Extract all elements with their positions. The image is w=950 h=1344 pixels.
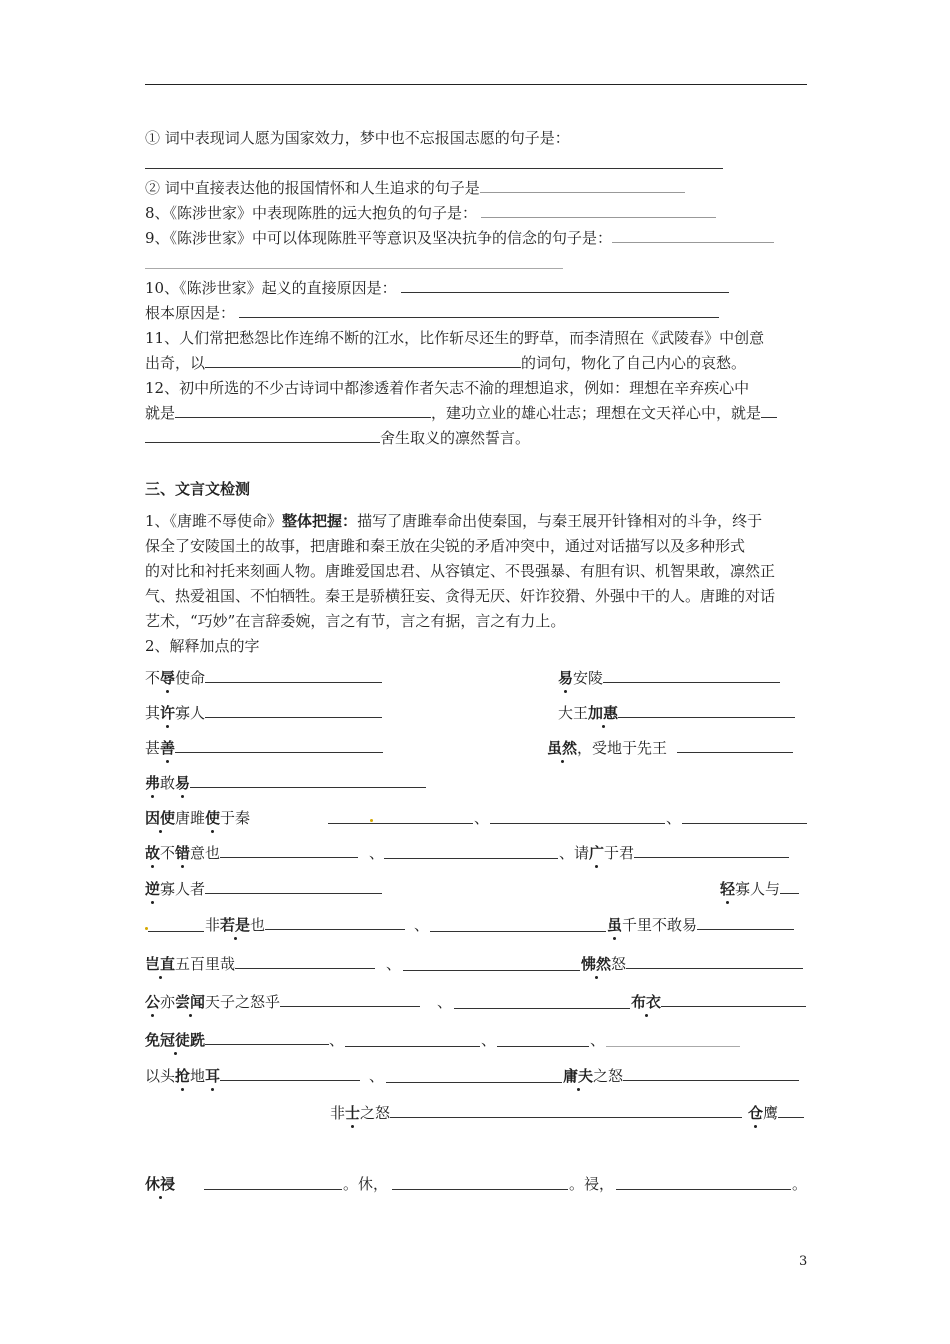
question-2-answer-line[interactable] [480, 178, 685, 193]
vocab-jin-blank[interactable] [616, 1189, 791, 1190]
section-3-heading: 三、文言文检测 [145, 480, 251, 498]
vocab-yinshi-blank-1[interactable] [328, 823, 473, 824]
overview-line-5: 艺术，“巧妙”在言辞委婉，言之有节，言之有据，言之有力上。 [145, 612, 566, 630]
vocab-yinshi-blank-3[interactable] [682, 823, 807, 824]
question-2-label: ② 词中直接表达他的报国情怀和人生追求的句子是 [145, 177, 685, 198]
question-1-answer-line[interactable] [145, 168, 723, 169]
comma-1: 、 [474, 809, 490, 827]
question-8-answer-line[interactable] [481, 203, 716, 218]
vocab-shan: 甚善 [145, 737, 383, 758]
comma-3: 、 [369, 844, 385, 862]
vocab-mianguan-blank-2[interactable] [345, 1046, 480, 1047]
vocab-er-blank[interactable] [386, 1082, 562, 1083]
vocab-shan-blank[interactable] [175, 738, 383, 753]
vocab-changwen-blank-1[interactable] [280, 992, 420, 1007]
vocab-fu-yi-blank[interactable] [190, 773, 426, 788]
vocab-sui-blank[interactable] [697, 915, 794, 930]
question-12-line-1: 12、初中所选的不少古诗词中都渗透着作者矢志不渝的理想追求，例如：理想在辛弃疾心中 [145, 379, 750, 397]
vocab-ruoshi: 非若是也 [205, 914, 405, 935]
vocab-jiahui: 大王加惠 [558, 702, 795, 723]
question-10b-label: 根本原因是： [145, 302, 719, 323]
comma-4: 、 [414, 916, 430, 934]
vocab-yinshi-blank-2[interactable] [490, 823, 665, 824]
comma-5: 、 [386, 955, 402, 973]
question-1-label: ① 词中表现词人愿为国家效力，梦中也不忘报国志愿的句子是： [145, 129, 570, 147]
vocab-ruoshi-blank-1[interactable] [265, 915, 405, 930]
comma-7: 、 [329, 1031, 345, 1049]
highlight-mark-2 [145, 927, 148, 930]
vocab-jin-label: 。祲， [569, 1175, 615, 1193]
vocab-xu: 其许寡人 [145, 702, 382, 723]
question-11-line-1: 11、人们常把愁怨比作连绵不断的江水，比作斩尽还生的野草，而李清照在《武陵春》中创意 [145, 329, 765, 347]
vocab-xiu-blank[interactable] [392, 1189, 568, 1190]
vocab-suiran-blank[interactable] [677, 738, 793, 753]
vocab-qizhi-blank-2[interactable] [403, 970, 580, 971]
vocab-changwen-blank-2[interactable] [454, 1008, 630, 1009]
vocab-xu-blank[interactable] [205, 703, 382, 718]
vocab-cangying-blank[interactable] [778, 1103, 804, 1118]
comma-9: 、 [590, 1031, 606, 1049]
vocab-sui: 虽千里不敢易 [607, 914, 794, 935]
question-12-line-2: 就是 ，建功立业的雄心壮志；理想在文天祥心中，就是 [145, 402, 777, 423]
vocab-qizhi: 岂直五百里哉 [145, 953, 375, 974]
vocab-mianguan-blank-1[interactable] [205, 1030, 329, 1045]
vocab-xiu-label: 。休， [343, 1175, 389, 1193]
highlight-mark [370, 819, 373, 822]
vocab-yongfu: 庸夫之怒 [563, 1065, 799, 1086]
vocab-qing-blank-cont[interactable] [148, 931, 204, 932]
vocab-buyi: 布衣 [631, 991, 806, 1012]
vocab-xiujin-end: 。 [792, 1175, 808, 1193]
question-10-answer-line[interactable] [401, 278, 729, 293]
vocab-changwen: 公亦尝闻天子之怒乎 [145, 991, 420, 1012]
vocab-jiahui-blank[interactable] [618, 703, 795, 718]
overview-line-3: 的对比和衬托来刻画人物。唐雎爱国忠君、从容镇定、不畏强暴、有胆有识、机智果敢，凛然正 [145, 562, 776, 580]
question-9-label: 9、《陈涉世家》中可以体现陈胜平等意识及坚决抗争的信念的句子是： [145, 227, 774, 248]
vocab-xiujin-blank-1[interactable] [204, 1189, 342, 1190]
vocab-qing-blank[interactable] [780, 879, 799, 894]
vocab-shi: 非士之怒 [330, 1102, 742, 1123]
question-11-line-2: 出奇，以 的词句，物化了自己内心的哀愁。 [145, 354, 747, 372]
vocab-cangying: 仓鹰 [748, 1102, 804, 1123]
question-11-answer-line[interactable] [205, 353, 521, 368]
vocab-gu-blank[interactable] [220, 843, 358, 858]
vocab-guang-blank[interactable] [634, 843, 789, 858]
vocab-yongfu-blank[interactable] [623, 1066, 799, 1081]
vocab-furan-blank[interactable] [626, 954, 803, 969]
top-rule [145, 84, 807, 85]
question-12-answer-line-1[interactable] [175, 403, 431, 418]
vocab-buyi-blank[interactable] [661, 992, 806, 1007]
vocab-buru-blank[interactable] [205, 668, 382, 683]
vocab-gu-cuo: 故不错意也 [145, 842, 358, 863]
vocab-xiujin: 休祲 [145, 1175, 176, 1193]
vocab-qizhi-blank-1[interactable] [235, 954, 375, 969]
comma-10: 、 [369, 1067, 385, 1085]
question-9-answer-line-2[interactable] [145, 268, 563, 269]
question-10b-answer-line[interactable] [239, 303, 719, 318]
vocab-suiran: 虽然，受地于先王 [547, 737, 793, 758]
question-12-answer-line-2[interactable] [761, 403, 777, 418]
question-9-answer-line[interactable] [612, 228, 774, 243]
comma-8: 、 [481, 1031, 497, 1049]
overview-line-4: 气、热爱祖国、不怕牺牲。秦王是骄横狂妄、贪得无厌、奸诈狡猾、外强中干的人。唐雎的对话 [145, 587, 776, 605]
vocab-buru: 不辱使命 [145, 667, 382, 688]
vocab-mianguan-blank-4[interactable] [606, 1046, 740, 1047]
vocab-yinshi: 因使唐雎使于秦 [145, 809, 251, 827]
question-12-answer-line-3[interactable] [145, 428, 380, 443]
vocab-shi-blank[interactable] [390, 1103, 742, 1118]
vocab-mianguan: 免冠徒跣 [145, 1029, 329, 1050]
vocab-yi-blank[interactable] [603, 668, 780, 683]
vocab-ni: 逆寡人者 [145, 878, 382, 899]
vocab-ni-blank[interactable] [205, 879, 382, 894]
vocab-guang: 、请广于君 [559, 842, 789, 863]
vocab-cuo-blank[interactable] [384, 858, 558, 859]
question-2-title: 2、解释加点的字 [145, 637, 260, 655]
comma-6: 、 [437, 993, 453, 1011]
overview-line-2: 保全了安陵国土的故事，把唐雎和秦王放在尖锐的矛盾冲突中，通过对话描写以及多种形式 [145, 537, 746, 555]
page-number: 3 [799, 1254, 808, 1269]
vocab-qiang-blank[interactable] [220, 1066, 360, 1081]
vocab-yi-anling: 易安陵 [558, 667, 780, 688]
vocab-ruoshi-blank-2[interactable] [430, 931, 606, 932]
vocab-furan: 怫然怒 [581, 953, 803, 974]
question-12-line-3: 舍生取义的凛然誓言。 [145, 427, 530, 448]
question-10-label: 10、《陈涉世家》起义的直接原因是： [145, 277, 729, 298]
vocab-qiang-er: 以头抢地耳 [145, 1065, 360, 1086]
question-8-label: 8、《陈涉世家》中表现陈胜的远大抱负的句子是： [145, 202, 716, 223]
comma-2: 、 [666, 809, 682, 827]
vocab-qing: 轻寡人与 [720, 878, 799, 899]
vocab-fu-yi: 弗敢易 [145, 772, 426, 793]
overview-line-1: 1、《唐雎不辱使命》整体把握：描写了唐雎奉命出使秦国，与秦王展开针锋相对的斗争，终于 [145, 512, 763, 530]
vocab-mianguan-blank-3[interactable] [497, 1046, 589, 1047]
